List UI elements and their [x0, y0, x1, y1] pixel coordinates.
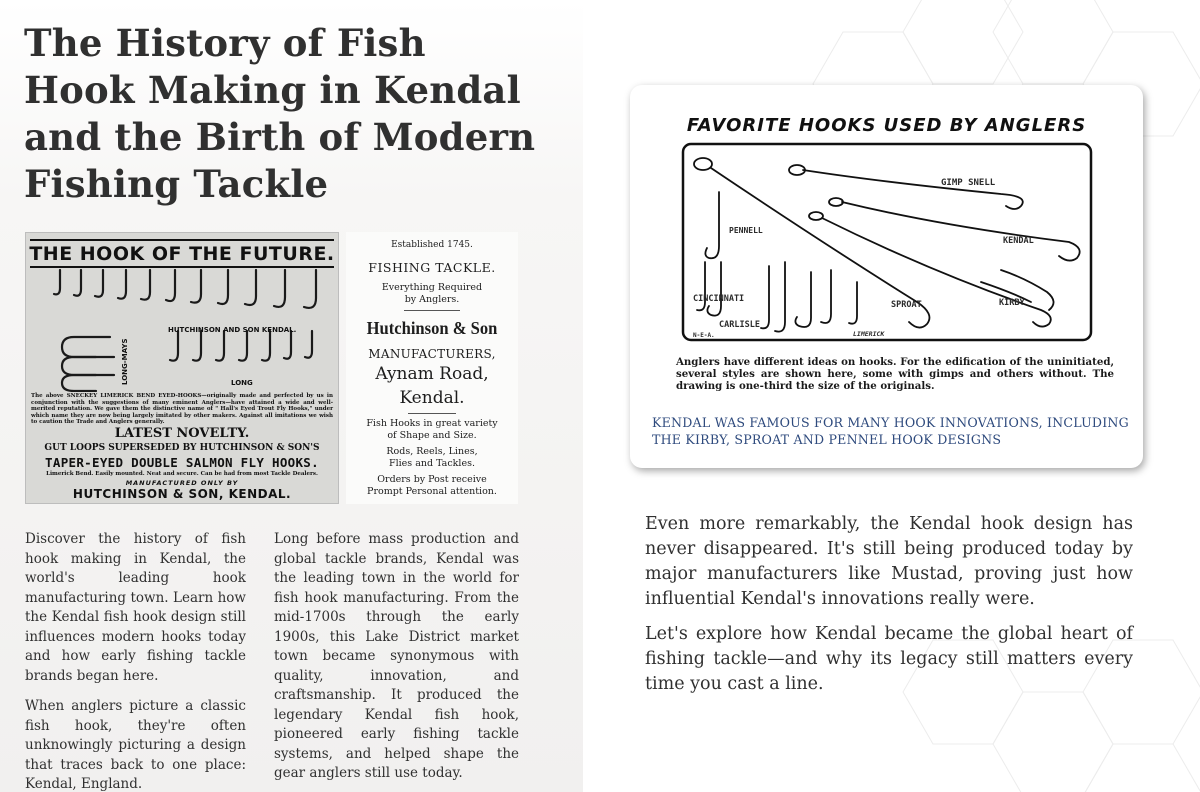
card-title: FAVORITE HOOKS USED BY ANGLERS — [686, 115, 1087, 136]
advert-novelty: LATEST NOVELTY. — [114, 426, 250, 441]
hook-label-kendal: KENDAL — [1003, 236, 1034, 246]
advert-heading: FISHING TACKLE. — [368, 260, 496, 275]
advert-rods-line: Flies and Tackles. — [389, 458, 475, 469]
advert-rods-line: Rods, Reels, Lines, — [386, 446, 478, 457]
intro-paragraph: Long before mass production and global tackle brands, Kendal was the leading town in the world for fish hook manufacturing. From the mid-1700s through the early 1900s, this Lake District market town became synonymous with quality, innovation, and craftsmanship. It produced the legendary Kendal fish hook, pioneered early fishing tackle systems, and helped shape the gear anglers still use today. — [274, 531, 519, 781]
intro-paragraph: Discover the history of fish hook making in Kendal, the world's leading hook manufacturing town. Learn how the Kendal fish hook design still influences modern hooks today and how early fishing tackle brands began here. — [25, 531, 246, 684]
advert-orders-line: Orders by Post receive — [377, 474, 487, 485]
advert-established: Established 1745. — [391, 240, 473, 250]
advert-manufactured-by: MANUFACTURED ONLY BY — [125, 479, 239, 487]
hook-label-kirby: KIRBY — [999, 298, 1025, 308]
advert-hooks-line: Fish Hooks in great variety — [366, 418, 498, 429]
advert-taper-eyed: TAPER-EYED DOUBLE SALMON FLY HOOKS. — [45, 455, 319, 470]
advert-maker-label: HUTCHINSON AND SON KENDAL. — [168, 326, 297, 334]
left-page — [0, 0, 583, 792]
advert-subheading: Everything Required — [381, 282, 483, 293]
advert-address: Aynam Road, — [375, 364, 489, 384]
advert-long-label: LONG — [231, 379, 253, 387]
favorite-hooks-card — [630, 85, 1143, 468]
advert-limerick-note: Limerick Bend. Easily mounted. Neat and secure. Can be had from most Tackle Dealers. — [46, 471, 318, 477]
hook-label-sproat: SPROAT — [891, 300, 922, 310]
advert-orders-line: Prompt Personal attention. — [367, 486, 497, 497]
hook-label-cincinnati: CINCINNATI — [693, 294, 745, 304]
closing-paragraph: Even more remarkably, the Kendal hook design has never disappeared. It's still being produced today by major manufacturers like Mustad, proving just how influential Kendal's innovations really were. — [645, 514, 1133, 609]
advert-brand: HUTCHINSON & SON, KENDAL. — [72, 487, 292, 501]
closing-column — [645, 512, 1133, 707]
advert-company: Hutchinson & Son — [366, 318, 498, 338]
advert-hooks-line: of Shape and Size. — [387, 430, 477, 441]
hook-of-the-future-advert — [25, 232, 339, 504]
hook-label-limerick: LIMERICK — [853, 330, 885, 338]
hook-label-carlisle: CARLISLE — [719, 320, 760, 330]
advert-address: Kendal. — [399, 388, 465, 408]
intro-paragraph: When anglers picture a classic fish hook, they're often unknowingly picturing a design that traces back to one place: Kendal, England. — [25, 698, 246, 792]
intro-column-1 — [25, 530, 246, 792]
card-highlight-caption: KENDAL WAS FAMOUS FOR MANY HOOK INNOVATIONS, INCLUDING THE KIRBY, SPROAT AND PENNEL HOOK DESIGNS — [652, 415, 1129, 447]
advert-side-label: LONG-MAYS — [121, 338, 129, 385]
page-title: The History of Fish Hook Making in Kendal and the Birth of Modern Fishing Tackle — [24, 21, 536, 206]
advert-headline: THE HOOK OF THE FUTURE. — [29, 243, 335, 265]
hook-label-gimp-snell: GIMP SNELL — [941, 178, 996, 188]
card-caption: Anglers have different ideas on hooks. For the edification of the uninitiated, several styles are shown here, some with gimps and others without. The drawing is one-third the size of the originals. — [676, 356, 1114, 392]
hooks-illustration — [681, 142, 1093, 342]
advert-gut-loops: GUT LOOPS SUPERSEDED BY HUTCHINSON & SON'S — [44, 443, 320, 453]
intro-column-2 — [274, 530, 519, 792]
hook-label-nea: N-E-A. — [693, 332, 715, 339]
fishing-tackle-advert — [346, 232, 518, 504]
advert-divider — [404, 310, 460, 311]
hook-label-pennell: PENNELL — [729, 226, 763, 235]
closing-paragraph: Let's explore how Kendal became the global heart of fishing tackle—and why its legacy still matters every time you cast a line. — [645, 624, 1133, 694]
advert-role: MANUFACTURERS, — [368, 347, 496, 361]
advert-body-text: The above SNECKEY LIMERICK BEND EYED-HOOKS—originally made and perfected by us in conjunction with the suggestions of many eminent Anglers—have attained a wide and well-merited reputation. We gave them the distinctive name of " Hall's Eyed Trout Fly Hooks," under which name they are now being largely imitated by other makers. Against all imitations we wish to caution the Trade and Anglers generally. — [31, 393, 333, 425]
advert-subheading: by Anglers. — [404, 294, 460, 305]
advert-rule — [30, 239, 334, 241]
advert-divider — [408, 413, 456, 414]
